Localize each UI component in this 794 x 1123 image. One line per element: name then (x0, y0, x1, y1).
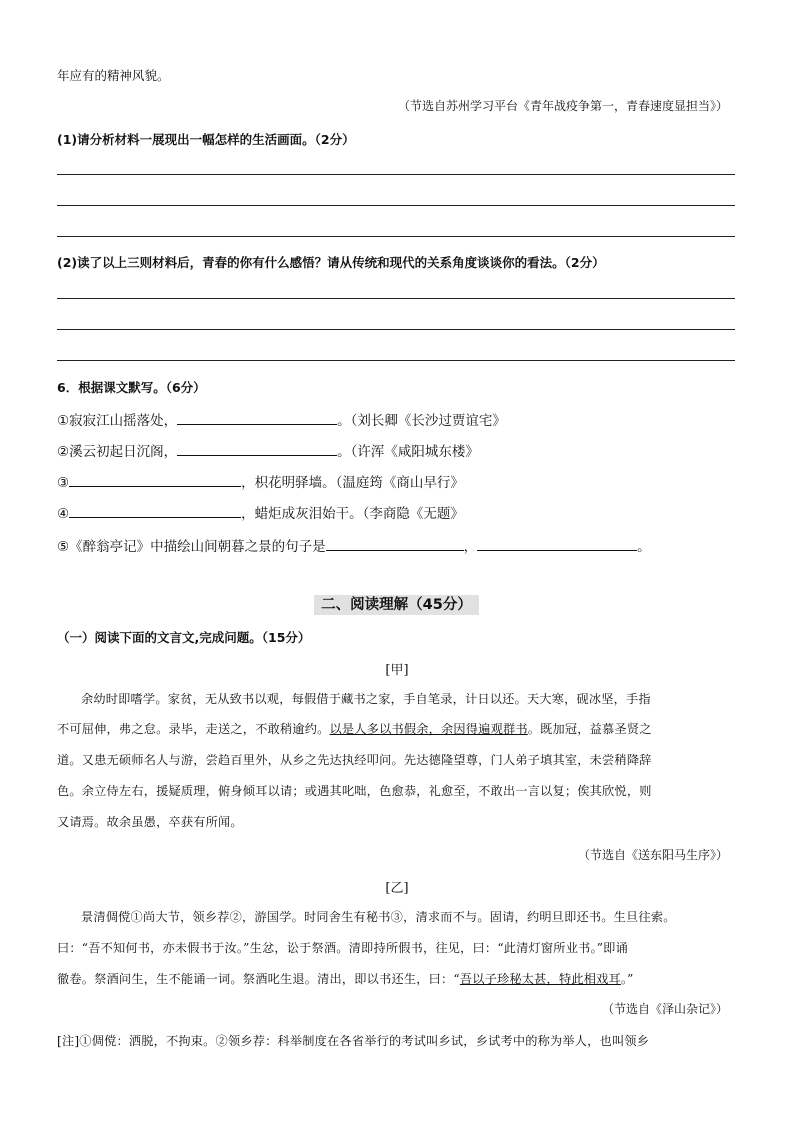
recite-item-1-post: 。（刘长卿《长沙过贾谊宅》 (337, 413, 506, 429)
recite-item-5-mid: ， (463, 539, 478, 555)
section-title: 二、阅读理解（45分） (314, 595, 479, 615)
recite-blank[interactable] (177, 412, 337, 425)
answer-line[interactable] (57, 298, 735, 299)
recite-item-1 (57, 409, 506, 429)
jia-line-5: 又请焉。故余虽愚，卒获有所闻。 (57, 815, 243, 829)
recite-item-2 (57, 440, 479, 460)
intro-tail: 年应有的精神风貌。 (57, 68, 170, 83)
answer-line[interactable] (57, 329, 735, 330)
recite-item-4-post: ，蜡炬成灰泪始干。（李商隐《无题》 (241, 506, 464, 522)
part-1-title: （一）阅读下面的文言文,完成问题。（15分） (57, 630, 311, 645)
recite-item-2-post: 。（许浑《咸阳城东楼》 (337, 444, 479, 460)
yi-line-2: 曰：“吾不知何书，亦未假书于汝。”生忿，讼于祭酒。清即持所假书，往见，曰：“此清灯窗所业书。”即诵 (57, 941, 628, 955)
recite-item-5-post: 。 (637, 539, 651, 555)
recite-blank[interactable] (69, 505, 241, 518)
yi-underlined-sentence: 吾以子珍秘太甚，特此相戏耳 (459, 972, 621, 986)
recite-item-3-pre: ③ (57, 475, 70, 491)
answer-line[interactable] (57, 236, 735, 237)
recite-item-1-pre: ①寂寂江山摇落处， (57, 413, 178, 429)
jia-line-3: 道。又患无硕师名人与游，尝趋百里外，从乡之先达执经叩问。先达德隆望尊，门人弟子填其室，未尝稍降辞 (57, 753, 652, 767)
jia-line-1: 余幼时即嗜学。家贫，无从致书以观，每假借于藏书之家，手自笔录，计日以还。天大寒，砚冰坚，手指 (81, 692, 651, 706)
question-2: (2)读了以上三则材料后，青春的你有什么感悟？请从传统和现代的关系角度谈谈你的看法。（2分） (57, 255, 605, 270)
recite-item-3-post: ，枳花明驿墙。（温庭筠《商山早行》 (241, 475, 464, 491)
recite-item-3 (57, 471, 464, 491)
jia-line-4: 色。余立侍左右，援疑质理，俯身倾耳以请；或遇其叱咄，色愈恭，礼愈至，不敢出一言以复；俟其欣悦，则 (57, 784, 652, 798)
jia-line-2b: 。既加冠，益慕圣贤之 (527, 722, 652, 736)
footnote: [注]①倜傥：洒脱，不拘束。②领乡荐：科举制度在各省举行的考试叫乡试，乡试考中的称为举人，也叫领乡 (57, 1034, 650, 1048)
jia-label: [甲] (385, 663, 409, 678)
source-jia: （节选自《送东阳马生序》） (577, 848, 728, 862)
jia-line-2 (57, 720, 737, 737)
recite-blank[interactable] (69, 474, 241, 487)
answer-line[interactable] (57, 205, 735, 206)
answer-line[interactable] (57, 174, 735, 175)
jia-line-2a: 不可屈伸，弗之怠。录毕，走送之，不敢稍逾约。 (57, 722, 330, 736)
question-1: (1)请分析材料一展现出一幅怎样的生活画面。（2分） (57, 132, 355, 147)
yi-line-3b: 。” (620, 972, 634, 986)
yi-label: [乙] (385, 881, 409, 896)
recite-item-5-pre: ⑤《醉翁亭记》中描绘山间朝暮之景的句子是 (57, 539, 326, 555)
recite-blank[interactable] (177, 443, 337, 456)
yi-line-3a: 徹卷。祭酒问生，生不能诵一词。祭酒叱生退。清出，即以书还生，曰：“ (57, 972, 460, 986)
yi-line-3 (57, 970, 737, 987)
yi-line-1: 景清倜傥①尚大节，领乡荐②，游国学。时同舍生有秘书③，清求而不与。固请，约明旦即还书。生旦往索。 (81, 910, 676, 924)
recite-item-2-pre: ②溪云初起日沉阁， (57, 444, 178, 460)
recite-item-4-pre: ④ (57, 506, 70, 522)
source-yi: （节选自《泽山杂记》） (601, 1002, 728, 1016)
recite-item-5 (57, 535, 651, 555)
recite-blank[interactable] (326, 538, 464, 551)
jia-underlined-sentence: 以是人多以书假余，余因得遍观群书 (329, 722, 528, 736)
source-1: （节选自苏州学习平台《青年战疫争第一，青春速度显担当》） (397, 99, 728, 113)
recite-item-4 (57, 502, 464, 522)
question-6-title: 6．根据课文默写。（6分） (57, 380, 206, 395)
recite-blank[interactable] (477, 538, 637, 551)
answer-line[interactable] (57, 360, 735, 361)
